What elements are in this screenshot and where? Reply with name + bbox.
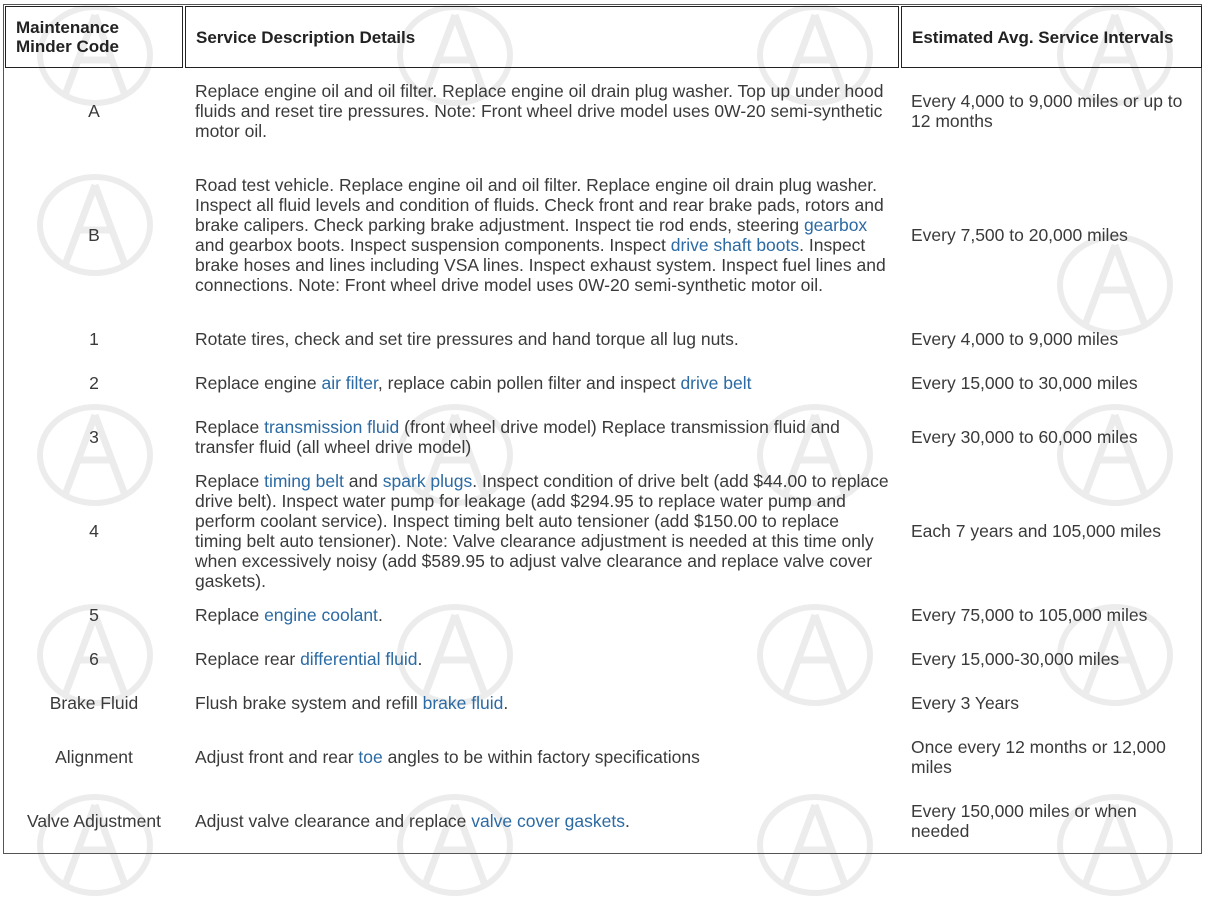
table-row [5, 726, 1202, 788]
service-link[interactable]: transmission fluid [264, 417, 400, 437]
table-row [5, 318, 1202, 360]
description-text: Flush brake system and refill [195, 693, 423, 713]
maintenance-code: Brake Fluid [49, 693, 139, 713]
description-text: Replace [195, 417, 265, 437]
maintenance-code: 1 [89, 329, 99, 349]
service-link[interactable]: spark plugs [382, 471, 473, 491]
service-link[interactable]: drive belt [680, 373, 752, 393]
table-row [5, 638, 1202, 680]
service-description [185, 318, 899, 360]
maintenance-code: A [88, 101, 100, 121]
table-row [5, 470, 1202, 592]
maintenance-code: Alignment [55, 747, 133, 767]
service-link[interactable]: drive shaft boots [670, 235, 800, 255]
description-text: Adjust front and rear [195, 747, 359, 767]
description-text: . [624, 811, 630, 831]
table-row [5, 594, 1202, 636]
service-link[interactable]: timing belt [264, 471, 344, 491]
service-description [185, 682, 899, 724]
service-link[interactable]: air filter [321, 373, 378, 393]
table-body [5, 70, 1202, 852]
description-text: Replace [195, 471, 265, 491]
description-text: Replace engine oil and oil filter. Replace engine oil drain plug washer. Top up under hood fluids and reset tire pressures. Note: Front wheel drive model uses 0W-20 semi-synthetic motor oil. [195, 81, 884, 141]
service-interval: Every 150,000 miles or when needed [911, 801, 1137, 841]
maintenance-table [3, 4, 1204, 854]
description-text: . [503, 693, 509, 713]
description-text: . [417, 649, 423, 669]
header-description: Service Description Details [185, 6, 899, 68]
service-link[interactable]: toe [358, 747, 383, 767]
description-text: Rotate tires, check and set tire pressures and hand torque all lug nuts. [195, 329, 739, 349]
service-link[interactable]: engine coolant [264, 605, 378, 625]
table-row [5, 682, 1202, 724]
service-description [185, 470, 899, 592]
table-row [5, 406, 1202, 468]
description-text: . [377, 605, 383, 625]
service-interval: Each 7 years and 105,000 miles [911, 521, 1162, 541]
header-row [5, 6, 1202, 68]
header-code: Maintenance Minder Code [5, 6, 183, 68]
description-text: Replace rear [195, 649, 301, 669]
description-text: and [343, 471, 383, 491]
service-interval: Every 3 Years [911, 693, 1019, 713]
maintenance-code: 2 [89, 373, 99, 393]
service-description [185, 154, 899, 316]
table-row [5, 154, 1202, 316]
service-interval: Every 15,000-30,000 miles [911, 649, 1120, 669]
service-link[interactable]: brake fluid [422, 693, 504, 713]
maintenance-code: B [88, 225, 100, 245]
description-text: angles to be within factory specifications [382, 747, 700, 767]
description-text: . Inspect brake hoses and lines including VSA lines. Inspect exhaust system. Inspect fuel lines and connections. Note: Front wheel drive model uses 0W-20 semi-synthetic motor oil. [195, 235, 886, 295]
service-interval: Every 4,000 to 9,000 miles [911, 329, 1119, 349]
service-interval: Every 4,000 to 9,000 miles or up to 12 months [911, 91, 1183, 131]
service-interval: Once every 12 months or 12,000 miles [911, 737, 1166, 777]
description-text: Replace engine [195, 373, 322, 393]
maintenance-code: 5 [89, 605, 99, 625]
service-description [185, 406, 899, 468]
service-description [185, 594, 899, 636]
service-description [185, 790, 899, 852]
description-text: Road test vehicle. Replace engine oil and oil filter. Replace engine oil drain plug washer. Inspect all fluid levels and condition of fluids. Check front and rear brake pads, rotors and brake calipers. Check parking brake adjustment. Inspect tie rod ends, steering [195, 175, 884, 235]
maintenance-code: 4 [89, 521, 99, 541]
service-interval: Every 7,500 to 20,000 miles [911, 225, 1128, 245]
table-row [5, 70, 1202, 152]
service-interval: Every 30,000 to 60,000 miles [911, 427, 1138, 447]
service-link[interactable]: gearbox [803, 215, 868, 235]
table-row [5, 362, 1202, 404]
maintenance-code: 6 [89, 649, 99, 669]
description-text: . Inspect condition of drive belt (add $44.00 to replace drive belt). Inspect water pump for leakage (add $294.95 to replace water pump and perform coolant service). Inspect timing belt auto tensioner (add $150.00 to replace timing belt auto tensioner). Note: Valve clearance adjustment is needed at this time only when excessively noisy (add $589.95 to adjust valve clearance and replace valve cover gaskets). [195, 471, 889, 591]
service-description [185, 726, 899, 788]
service-description [185, 638, 899, 680]
maintenance-code: 3 [89, 427, 99, 447]
service-interval: Every 75,000 to 105,000 miles [911, 605, 1148, 625]
table-row [5, 790, 1202, 852]
maintenance-code: Valve Adjustment [27, 811, 161, 831]
description-text: , replace cabin pollen filter and inspect [377, 373, 681, 393]
service-description [185, 362, 899, 404]
header-interval: Estimated Avg. Service Intervals [901, 6, 1202, 68]
service-interval: Every 15,000 to 30,000 miles [911, 373, 1138, 393]
service-link[interactable]: valve cover gaskets [471, 811, 625, 831]
description-text: (front wheel drive model) Replace transmission fluid and transfer fluid (all wheel drive model) [195, 417, 840, 457]
service-description [185, 70, 899, 152]
description-text: and gearbox boots. Inspect suspension components. Inspect [195, 235, 671, 255]
description-text: Adjust valve clearance and replace [195, 811, 472, 831]
description-text: Replace [195, 605, 265, 625]
service-link[interactable]: differential fluid [300, 649, 418, 669]
